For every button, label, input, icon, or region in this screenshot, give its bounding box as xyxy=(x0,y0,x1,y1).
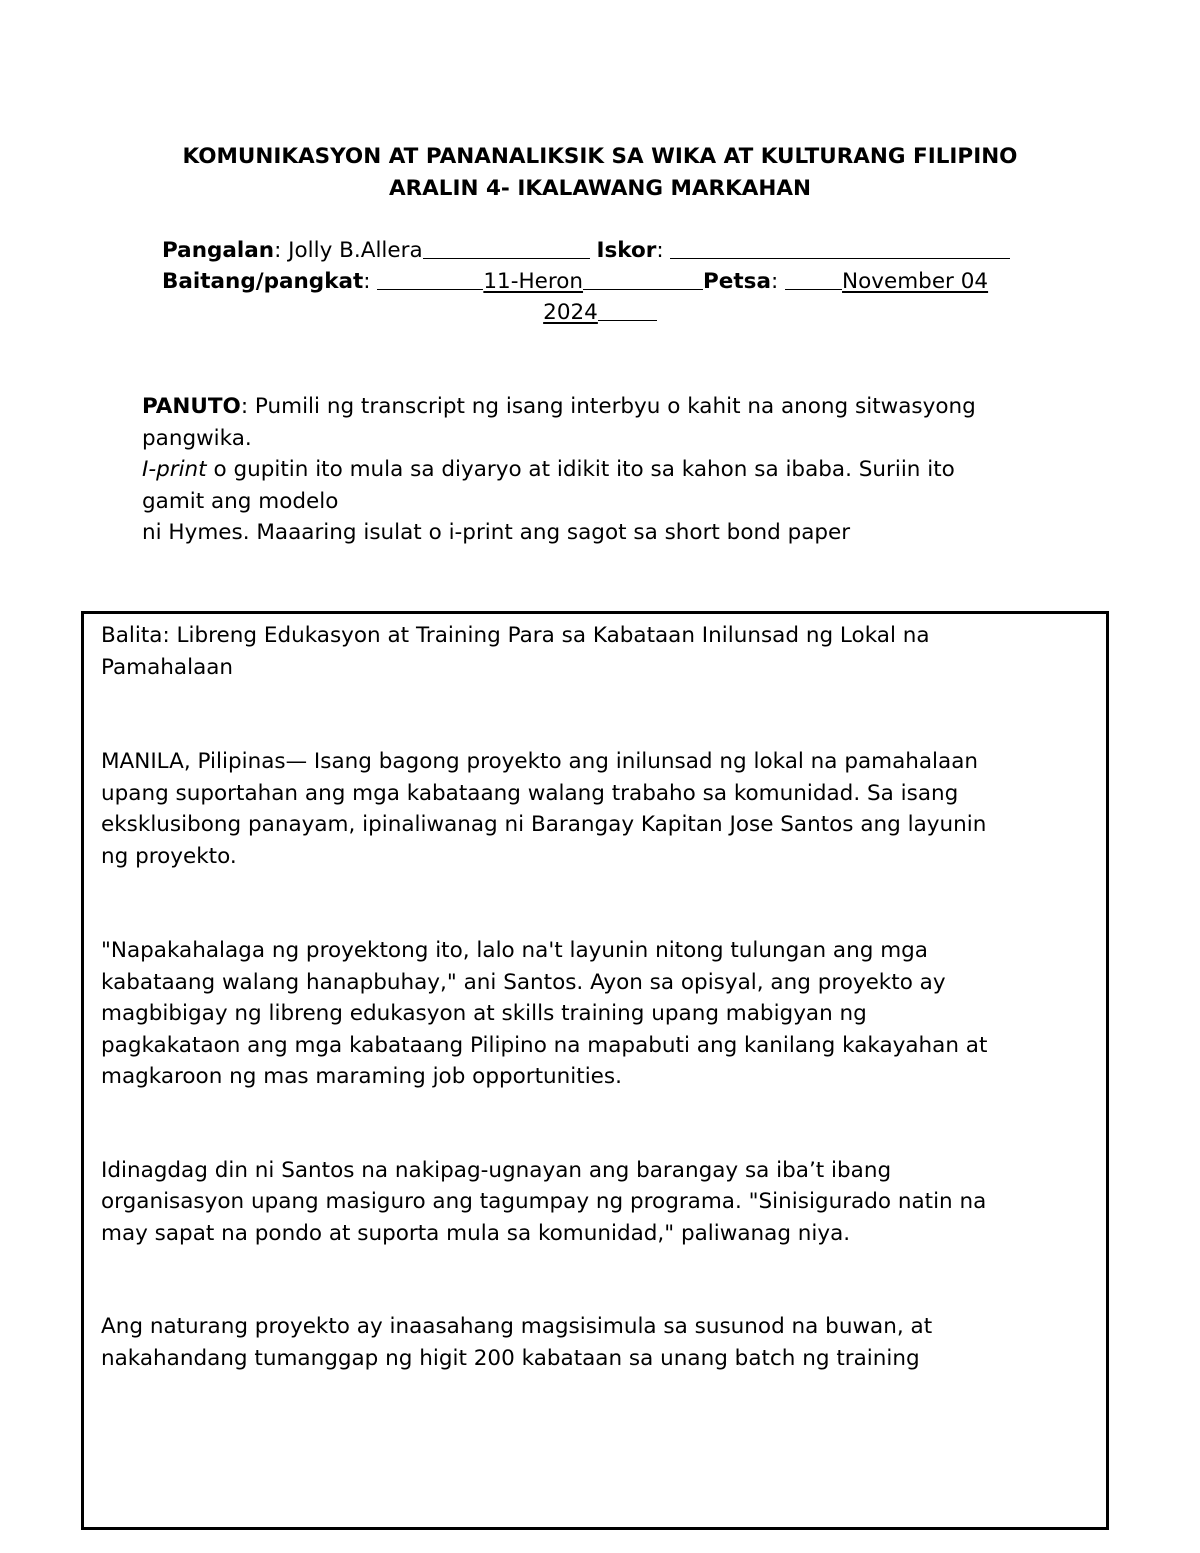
paragraph-2-line-1: "Napakahalaga ng proyektong ito, lalo na't layunin nitong tulungan ang mga xyxy=(101,938,928,963)
student-info xyxy=(162,234,1042,296)
name-label: Pangalan xyxy=(162,238,275,263)
date-value: November 04 xyxy=(842,269,989,294)
paragraph-2-line-2: kabataang walang hanapbuhay," ani Santos. Ayon sa opisyal, ang proyekto ay xyxy=(101,969,946,995)
instructions-line-1: PANUTO: Pumili ng transcript ng isang interbyu o kahit na anong sitwasyong xyxy=(142,394,976,419)
name-score-line: Pangalan: Jolly B.Allera Iskor: xyxy=(162,234,1042,265)
page-title xyxy=(0,141,1200,205)
score-label: Iskor xyxy=(596,238,657,263)
headline-line-2: Pamahalaan xyxy=(101,654,234,680)
date-continuation xyxy=(0,296,1200,328)
headline-line-1: Balita: Libreng Edukasyon at Training Para sa Kabataan Inilunsad ng Lokal na xyxy=(101,623,930,648)
instructions-line-3: I-print o gupitin ito mula sa diyaryo at idikit ito sa kahon sa ibaba. Suriin ito xyxy=(142,457,955,482)
name-blank xyxy=(423,236,590,259)
paragraph-1-line-1: MANILA, Pilipinas— Isang bagong proyekto ang inilunsad ng lokal na pamahalaan xyxy=(101,749,979,774)
instructions-label: PANUTO xyxy=(142,394,241,419)
grade-section-label: Baitang/pangkat xyxy=(162,269,364,294)
title-line-1: KOMUNIKASYON AT PANANALIKSIK SA WIKA AT KULTURANG FILIPINO xyxy=(182,144,1018,169)
paragraph-2-line-3: magbibigay ng libreng edukasyon at skills training upang mabigyan ng xyxy=(101,1001,867,1026)
paragraph-2-line-4: pagkakataon ang mga kabataang Pilipino na mapabuti ang kanilang kakayahan at xyxy=(101,1032,988,1058)
date-year: 2024 xyxy=(543,300,598,325)
title-line-2: ARALIN 4- IKALAWANG MARKAHAN xyxy=(388,176,812,201)
paragraph-3-line-3: may sapat na pondo at suporta mula sa komunidad," paliwanag niya. xyxy=(101,1220,851,1246)
score-blank xyxy=(670,236,1010,259)
news-article-box xyxy=(81,611,1109,1530)
name-value: Jolly B.Allera xyxy=(288,238,423,263)
instructions-line-5: ni Hymes. Maaaring isulat o i-print ang sagot sa short bond paper xyxy=(142,520,851,545)
paragraph-3-line-1: Idinagdag din ni Santos na nakipag-ugnayan ang barangay sa iba’t ibang xyxy=(101,1157,892,1183)
paragraph-1-line-3: eksklusibong panayam, ipinaliwanag ni Barangay Kapitan Jose Santos ang layunin xyxy=(101,812,987,837)
paragraph-4-line-1: Ang naturang proyekto ay inaasahang magsisimula sa susunod na buwan, at xyxy=(101,1314,933,1339)
paragraph-2-line-5: magkaroon ng mas maraming job opportunities. xyxy=(101,1064,622,1089)
paragraph-4-line-2: nakahandang tumanggap ng higit 200 kabataan sa unang batch ng training xyxy=(101,1345,920,1371)
instructions-line-4: gamit ang modelo xyxy=(142,488,339,514)
paragraph-3-line-2: organisasyon upang masiguro ang tagumpay ng programa. "Sinisigurado natin na xyxy=(101,1189,987,1214)
paragraph-1-line-2: upang suportahan ang mga kabataang walang trabaho sa komunidad. Sa isang xyxy=(101,780,959,806)
grade-date-line: Baitang/pangkat: 11-Heron Petsa: November 04 xyxy=(162,269,989,294)
date-label: Petsa xyxy=(703,269,771,294)
news-article-text xyxy=(101,620,1091,1374)
paragraph-1-line-4: ng proyekto. xyxy=(101,843,237,869)
instructions-line-2: pangwika. xyxy=(142,425,252,451)
instructions xyxy=(142,391,1072,549)
instructions-italic: I-print xyxy=(142,457,207,482)
grade-section-value: 11-Heron xyxy=(483,269,584,294)
